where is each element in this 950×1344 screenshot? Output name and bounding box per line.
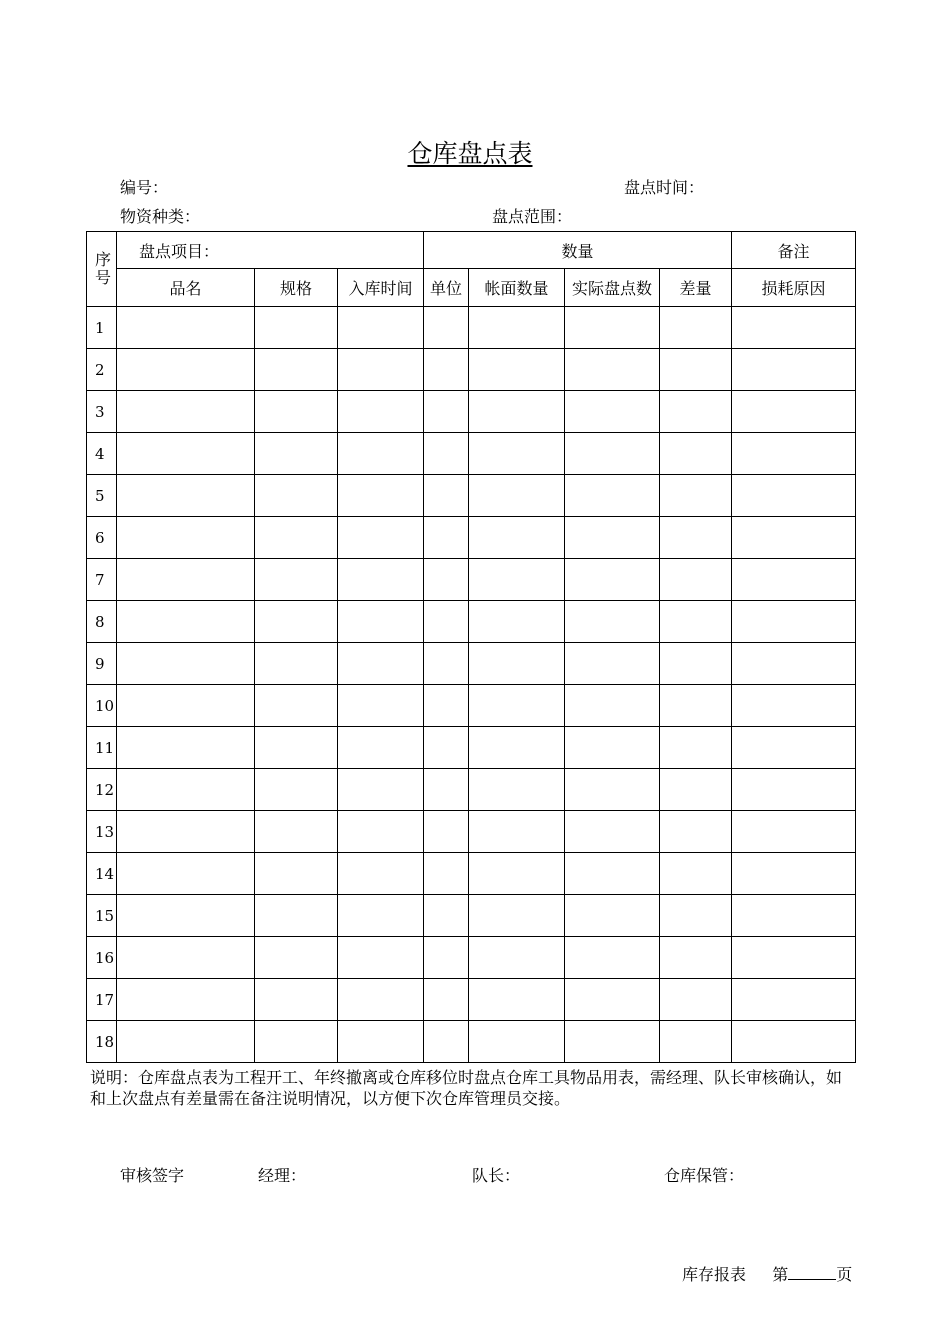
row-number: 3 [87,391,117,433]
cell-difference[interactable] [660,643,732,685]
cell-name[interactable] [117,475,255,517]
cell-difference[interactable] [660,811,732,853]
cell-actual-qty[interactable] [565,391,660,433]
cell-actual-qty[interactable] [565,1021,660,1063]
cell-book-qty[interactable] [469,307,565,349]
cell-loss-reason[interactable] [732,433,856,475]
row-number: 4 [87,433,117,475]
cell-inbound-time[interactable] [338,517,424,559]
cell-spec[interactable] [255,1021,338,1063]
cell-loss-reason[interactable] [732,769,856,811]
page-number-blank[interactable] [788,1265,836,1280]
cell-inbound-time[interactable] [338,475,424,517]
col-header-loss-reason: 损耗原因 [732,269,856,307]
cell-name[interactable] [117,937,255,979]
cell-actual-qty[interactable] [565,517,660,559]
remark-header: 备注 [732,232,856,269]
cell-unit[interactable] [424,937,469,979]
cell-spec[interactable] [255,391,338,433]
inventory-table [86,231,856,1063]
row-number: 12 [87,769,117,811]
cell-book-qty[interactable] [469,433,565,475]
cell-difference[interactable] [660,895,732,937]
cell-actual-qty[interactable] [565,811,660,853]
table-row [87,433,856,475]
cell-unit[interactable] [424,979,469,1021]
inventory-item-header: 盘点项目： [117,232,424,269]
cell-book-qty[interactable] [469,853,565,895]
cell-actual-qty[interactable] [565,643,660,685]
col-header-book-qty: 帐面数量 [469,269,565,307]
cell-book-qty[interactable] [469,727,565,769]
table-row [87,853,856,895]
cell-inbound-time[interactable] [338,811,424,853]
cell-actual-qty[interactable] [565,307,660,349]
table-row [87,811,856,853]
cell-difference[interactable] [660,391,732,433]
cell-actual-qty[interactable] [565,475,660,517]
manager-signature-label: 经理： [258,1166,307,1185]
col-header-actual-qty: 实际盘点数 [565,269,660,307]
col-header-name: 品名 [117,269,255,307]
cell-difference[interactable] [660,727,732,769]
row-number: 6 [87,517,117,559]
cell-inbound-time[interactable] [338,643,424,685]
cell-difference[interactable] [660,937,732,979]
cell-loss-reason[interactable] [732,559,856,601]
cell-difference[interactable] [660,307,732,349]
table-row [87,643,856,685]
cell-actual-qty[interactable] [565,769,660,811]
cell-name[interactable] [117,727,255,769]
cell-book-qty[interactable] [469,895,565,937]
cell-name[interactable] [117,1021,255,1063]
cell-loss-reason[interactable] [732,811,856,853]
cell-unit[interactable] [424,811,469,853]
cell-name[interactable] [117,349,255,391]
cell-book-qty[interactable] [469,811,565,853]
captain-signature-label: 队长： [472,1166,521,1185]
cell-inbound-time[interactable] [338,685,424,727]
table-row [87,307,856,349]
cell-unit[interactable] [424,433,469,475]
cell-loss-reason[interactable] [732,1021,856,1063]
material-category-label: 物资种类： [120,207,201,226]
cell-actual-qty[interactable] [565,601,660,643]
cell-spec[interactable] [255,811,338,853]
cell-inbound-time[interactable] [338,853,424,895]
table-row [87,475,856,517]
row-number: 10 [87,685,117,727]
seq-header: 序号 [87,232,117,307]
cell-loss-reason[interactable] [732,685,856,727]
cell-inbound-time[interactable] [338,979,424,1021]
cell-unit[interactable] [424,769,469,811]
cell-spec[interactable] [255,559,338,601]
cell-difference[interactable] [660,853,732,895]
cell-difference[interactable] [660,769,732,811]
table-row [87,601,856,643]
col-header-inbound-time: 入库时间 [338,269,424,307]
table-row [87,349,856,391]
cell-book-qty[interactable] [469,349,565,391]
table-row [87,391,856,433]
cell-name[interactable] [117,307,255,349]
cell-spec[interactable] [255,727,338,769]
cell-spec[interactable] [255,475,338,517]
cell-spec[interactable] [255,979,338,1021]
cell-inbound-time[interactable] [338,559,424,601]
cell-spec[interactable] [255,769,338,811]
cell-loss-reason[interactable] [732,643,856,685]
cell-name[interactable] [117,853,255,895]
cell-book-qty[interactable] [469,979,565,1021]
cell-inbound-time[interactable] [338,433,424,475]
inventory-report-label: 库存报表 [682,1265,747,1284]
warehouse-keeper-signature-label: 仓库保管： [664,1166,745,1185]
cell-name[interactable] [117,643,255,685]
cell-unit[interactable] [424,517,469,559]
table-row [87,727,856,769]
cell-difference[interactable] [660,979,732,1021]
cell-spec[interactable] [255,685,338,727]
cell-unit[interactable] [424,895,469,937]
cell-unit[interactable] [424,1021,469,1063]
cell-name[interactable] [117,601,255,643]
cell-difference[interactable] [660,433,732,475]
cell-actual-qty[interactable] [565,349,660,391]
cell-inbound-time[interactable] [338,727,424,769]
cell-name[interactable] [117,433,255,475]
cell-unit[interactable] [424,727,469,769]
cell-loss-reason[interactable] [732,601,856,643]
cell-difference[interactable] [660,559,732,601]
row-number: 11 [87,727,117,769]
cell-spec[interactable] [255,643,338,685]
cell-unit[interactable] [424,307,469,349]
cell-spec[interactable] [255,601,338,643]
cell-loss-reason[interactable] [732,307,856,349]
cell-book-qty[interactable] [469,643,565,685]
page-title [0,136,940,172]
table-row [87,517,856,559]
cell-name[interactable] [117,517,255,559]
cell-loss-reason[interactable] [732,727,856,769]
cell-actual-qty[interactable] [565,979,660,1021]
row-number: 2 [87,349,117,391]
cell-name[interactable] [117,559,255,601]
row-number: 5 [87,475,117,517]
cell-book-qty[interactable] [469,517,565,559]
row-number: 16 [87,937,117,979]
page-footer [682,1264,852,1286]
cell-book-qty[interactable] [469,559,565,601]
cell-book-qty[interactable] [469,769,565,811]
cell-unit[interactable] [424,601,469,643]
cell-book-qty[interactable] [469,685,565,727]
cell-spec[interactable] [255,517,338,559]
cell-name[interactable] [117,769,255,811]
cell-loss-reason[interactable] [732,979,856,1021]
cell-inbound-time[interactable] [338,769,424,811]
cell-inbound-time[interactable] [338,937,424,979]
col-header-unit: 单位 [424,269,469,307]
cell-loss-reason[interactable] [732,349,856,391]
table-row [87,937,856,979]
cell-actual-qty[interactable] [565,433,660,475]
cell-loss-reason[interactable] [732,391,856,433]
page-title-text: 仓库盘点表 [407,139,533,168]
table-row [87,769,856,811]
row-number: 15 [87,895,117,937]
cell-inbound-time[interactable] [338,307,424,349]
row-number: 9 [87,643,117,685]
cell-loss-reason[interactable] [732,475,856,517]
cell-book-qty[interactable] [469,937,565,979]
table-row [87,979,856,1021]
cell-spec[interactable] [255,307,338,349]
cell-unit[interactable] [424,685,469,727]
cell-difference[interactable] [660,601,732,643]
cell-loss-reason[interactable] [732,853,856,895]
quantity-header: 数量 [424,232,732,269]
cell-difference[interactable] [660,475,732,517]
cell-inbound-time[interactable] [338,349,424,391]
cell-inbound-time[interactable] [338,1021,424,1063]
row-number: 18 [87,1021,117,1063]
cell-unit[interactable] [424,559,469,601]
table-row [87,685,856,727]
row-number: 17 [87,979,117,1021]
row-number: 13 [87,811,117,853]
cell-actual-qty[interactable] [565,685,660,727]
cell-spec[interactable] [255,349,338,391]
col-header-difference: 差量 [660,269,732,307]
cell-book-qty[interactable] [469,475,565,517]
cell-actual-qty[interactable] [565,727,660,769]
cell-actual-qty[interactable] [565,895,660,937]
instruction-note: 说明：仓库盘点表为工程开工、年终撤离或仓库移位时盘点仓库工具物品用表，需经理、队长审核确认，如和上次盘点有差量需在备注说明情况，以方便下次仓库管理员交接。 [90,1068,843,1108]
row-number: 7 [87,559,117,601]
cell-book-qty[interactable] [469,601,565,643]
cell-unit[interactable] [424,853,469,895]
cell-actual-qty[interactable] [565,853,660,895]
cell-spec[interactable] [255,937,338,979]
cell-name[interactable] [117,979,255,1021]
cell-difference[interactable] [660,1021,732,1063]
cell-unit[interactable] [424,349,469,391]
cell-name[interactable] [117,895,255,937]
page-suffix: 页 [836,1265,853,1284]
cell-actual-qty[interactable] [565,559,660,601]
cell-book-qty[interactable] [469,391,565,433]
cell-difference[interactable] [660,685,732,727]
cell-loss-reason[interactable] [732,937,856,979]
cell-loss-reason[interactable] [732,895,856,937]
cell-spec[interactable] [255,853,338,895]
inventory-scope-label: 盘点范围： [492,207,573,226]
cell-name[interactable] [117,811,255,853]
cell-name[interactable] [117,685,255,727]
cell-name[interactable] [117,391,255,433]
number-label: 编号： [120,178,169,197]
row-number: 8 [87,601,117,643]
cell-difference[interactable] [660,517,732,559]
cell-inbound-time[interactable] [338,601,424,643]
cell-difference[interactable] [660,349,732,391]
cell-unit[interactable] [424,391,469,433]
cell-inbound-time[interactable] [338,895,424,937]
cell-unit[interactable] [424,643,469,685]
page-prefix: 第 [772,1265,789,1284]
table-row [87,1021,856,1063]
cell-unit[interactable] [424,475,469,517]
cell-actual-qty[interactable] [565,937,660,979]
cell-book-qty[interactable] [469,1021,565,1063]
table-row [87,559,856,601]
review-signature-label: 审核签字 [120,1166,185,1185]
row-number: 1 [87,307,117,349]
table-row [87,895,856,937]
inventory-time-label: 盘点时间： [624,178,705,197]
row-number: 14 [87,853,117,895]
col-header-spec: 规格 [255,269,338,307]
cell-loss-reason[interactable] [732,517,856,559]
cell-spec[interactable] [255,433,338,475]
cell-inbound-time[interactable] [338,391,424,433]
cell-spec[interactable] [255,895,338,937]
